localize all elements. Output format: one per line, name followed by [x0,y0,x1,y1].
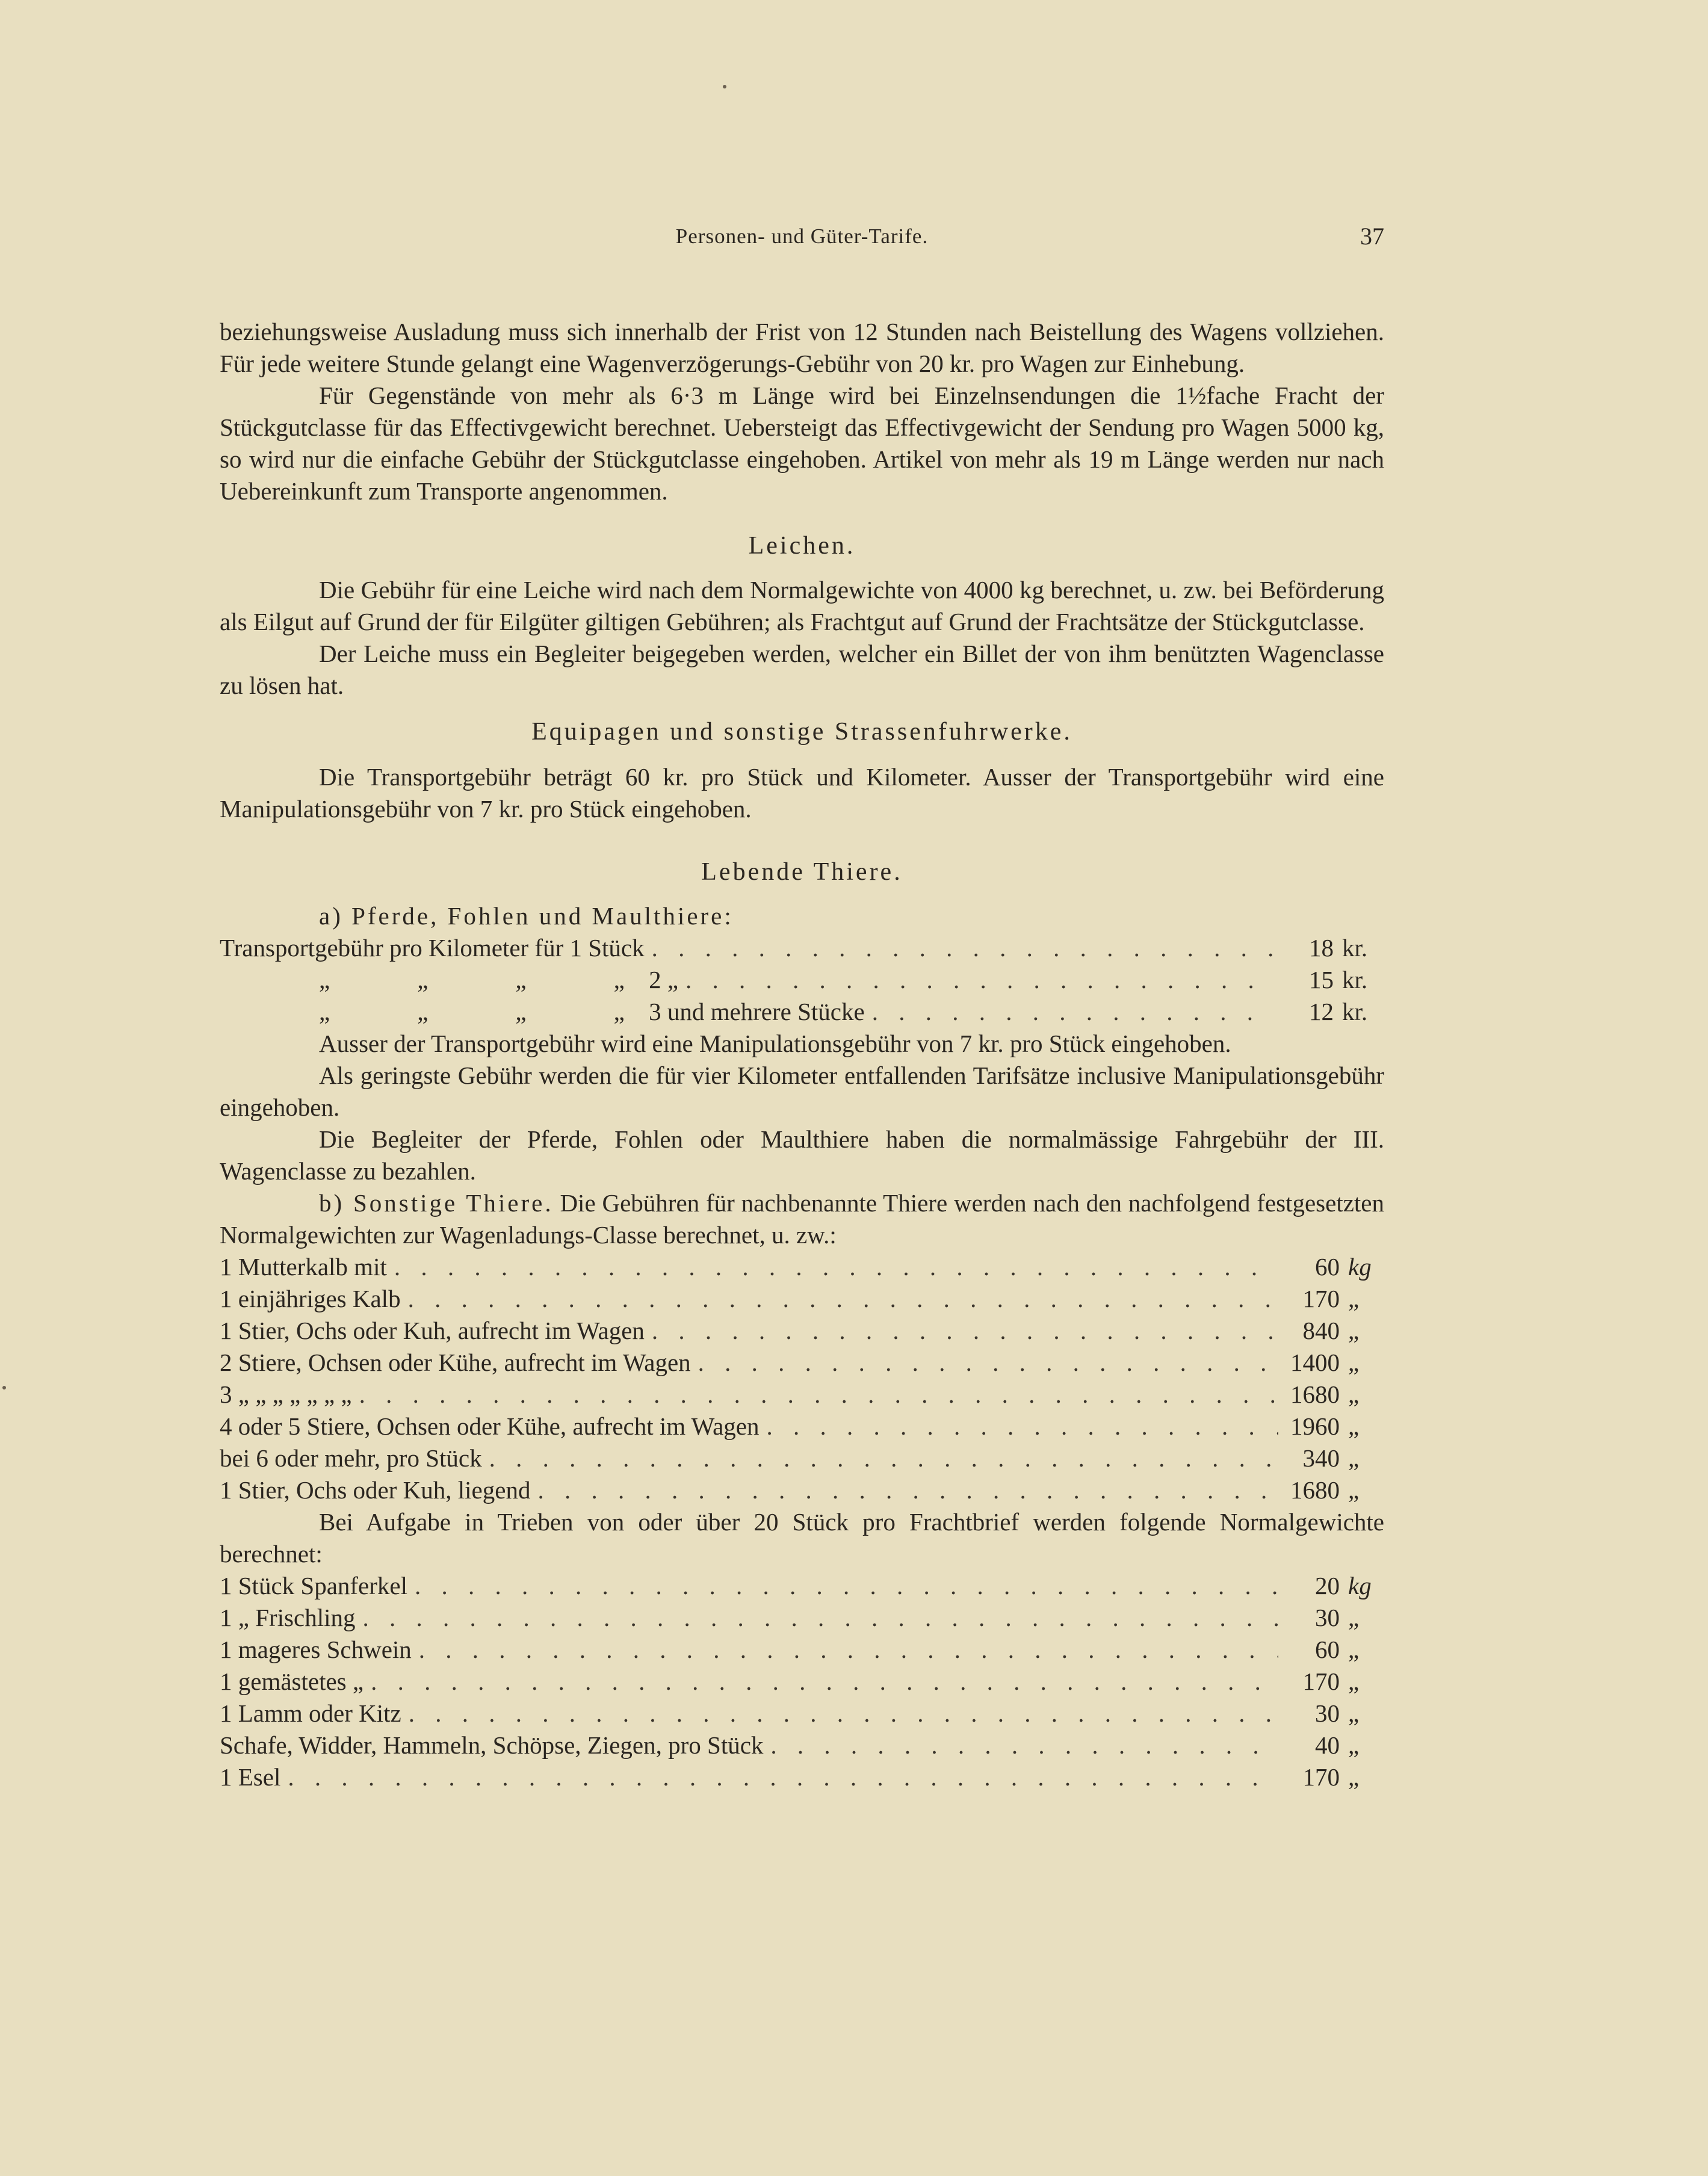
fee-row [220,932,1384,964]
weight-unit: „ [1348,1317,1360,1344]
weight-label: Schafe, Widder, Hammeln, Schöpse, Ziegen, pro Stück [220,1731,764,1759]
fee-unit: kr. [1342,934,1368,962]
weight-unit: „ [1348,1285,1360,1312]
weight-value: 40 [1315,1731,1340,1759]
weight-label: 1 gemästetes „ [220,1668,364,1695]
page-number: 37 [1360,223,1384,250]
weight-value: 340 [1302,1444,1340,1472]
ditto-mark: „ [417,998,429,1025]
weight-unit: „ [1348,1604,1360,1631]
leader-dots [362,1602,1278,1634]
fee-label: 2 „ [649,966,679,994]
section-heading-leichen: Leichen. [748,532,856,560]
leader-dots [408,1283,1278,1315]
paper-speck [723,85,726,88]
weight-unit: „ [1348,1444,1360,1472]
fee-unit: kr. [1342,998,1368,1025]
weight-value: 1960 [1290,1412,1340,1440]
paragraph-begleiter: Die Begleiter der Pferde, Fohlen oder Maulthiere haben die normalmässige Fahrgebühr der III. Wagenclasse zu bezahlen. [220,1125,1384,1185]
section-heading-lebende-thiere: Lebende Thiere. [701,858,903,886]
paragraph-manipulationsgebuehr: Ausser der Transportgebühr wird eine Manipulationsgebühr von 7 kr. pro Stück eingehoben. [319,1030,1231,1057]
weight-label: 1 Esel [220,1763,281,1791]
weight-value: 170 [1302,1285,1340,1312]
paragraph-gegenstaende: Für Gegenstände von mehr als 6·3 m Länge wird bei Einzelnsendungen die 1½fache Fracht der Stückgutclasse für das Effectivgewicht berechnet. Uebersteigt das Effectivgewicht der Sendung pro Wagen 5000 kg, so wird nur die einfache Gebühr der Stückgutclasse eingehoben. Artikel von mehr als 19 m Länge werden nur nach Uebereinkunft zum Transporte angenommen. [220,382,1384,505]
weight-value: 840 [1302,1317,1340,1344]
ditto-marks [220,964,678,996]
body-text [220,316,1384,1793]
ditto-mark: „ [515,998,527,1025]
leader-dots [685,964,1272,996]
weight-row [220,1411,1384,1442]
subheading-sonstige-thiere: b) Sonstige Thiere. [319,1189,554,1217]
weight-value: 1400 [1290,1349,1340,1376]
leader-dots [288,1761,1278,1793]
fee-value: 15 [1309,966,1334,994]
ditto-marks [220,996,865,1028]
weight-label: 1 einjähriges Kalb [220,1285,401,1312]
leader-dots [770,1729,1278,1761]
weight-value: 170 [1302,1763,1340,1791]
fee-label: Transportgebühr pro Kilometer für 1 Stück [220,934,645,962]
weight-row [220,1442,1384,1474]
weight-value: 30 [1315,1699,1340,1727]
weight-unit: „ [1348,1349,1360,1376]
leader-dots [698,1347,1278,1379]
ditto-mark: „ [319,998,330,1025]
weight-unit: „ [1348,1668,1360,1695]
leader-dots [537,1474,1278,1506]
leader-dots [652,1315,1278,1347]
weight-unit: „ [1348,1412,1360,1440]
leader-dots [652,932,1272,964]
weight-label: 1 Stier, Ochs oder Kuh, aufrecht im Wagen [220,1317,645,1344]
weight-value: 1680 [1290,1380,1340,1408]
ditto-mark: „ [417,966,429,994]
header-title: Personen- und Güter-Tarife. [675,224,929,248]
ditto-mark: „ [613,966,625,994]
weight-row [220,1379,1384,1411]
ditto-mark: „ [319,966,330,994]
leader-dots [359,1379,1278,1411]
weight-unit: kg [1348,1253,1372,1281]
weight-unit: „ [1348,1731,1360,1759]
weight-row [220,1602,1384,1634]
ditto-mark: „ [515,966,527,994]
weight-value: 170 [1302,1668,1340,1695]
leader-dots [872,996,1272,1028]
leader-dots [489,1442,1278,1474]
weight-unit: „ [1348,1636,1360,1663]
leader-dots [371,1666,1278,1698]
weight-label: 1 Mutterkalb mit [220,1253,387,1281]
fee-row [220,964,1384,996]
weight-row [220,1474,1384,1506]
weight-value: 30 [1315,1604,1340,1631]
paper-speck [2,1386,6,1389]
fee-value: 12 [1309,998,1334,1025]
paragraph-triebe: Bei Aufgabe in Trieben von oder über 20 Stück pro Frachtbrief werden folgende Normalgewichte berechnet: [220,1508,1384,1568]
subheading-pferde: a) Pferde, Fohlen und Maulthiere: [319,902,734,930]
leader-dots [394,1251,1278,1283]
weight-row [220,1570,1384,1602]
weight-label: 1 „ Frischling [220,1604,356,1631]
leader-dots [419,1634,1278,1666]
weight-label: 1 Stück Spanferkel [220,1572,407,1600]
weight-label: 1 Lamm oder Kitz [220,1699,401,1727]
leader-dots [415,1570,1278,1602]
leader-dots [409,1698,1278,1729]
paragraph-equipagen: Die Transportgebühr beträgt 60 kr. pro Stück und Kilometer. Ausser der Transportgebühr wird eine Manipulationsgebühr von 7 kr. pro Stück eingehoben. [220,763,1384,823]
weight-label: 2 Stiere, Ochsen oder Kühe, aufrecht im Wagen [220,1349,691,1376]
paragraph-geringste-gebuehr: Als geringste Gebühr werden die für vier Kilometer entfallenden Tarifsätze inclusive Manipulationsgebühr eingehoben. [220,1062,1384,1121]
leader-dots [767,1411,1279,1442]
paragraph-leichen-begleiter: Der Leiche muss ein Begleiter beigegeben werden, welcher ein Billet der von ihm benützten Wagenclasse zu lösen hat. [220,640,1384,699]
weight-label: 4 oder 5 Stiere, Ochsen oder Kühe, aufrecht im Wagen [220,1412,760,1440]
weight-list-small-animals [220,1570,1384,1793]
weight-row [220,1315,1384,1347]
weight-row [220,1698,1384,1729]
sonstige-thiere-text: Die Gebühren für nachbenannte Thiere werden nach den nachfolgend festgesetzten Normalgewichten zur Wagenladungs-Classe berechnet, u. zw.: [220,1189,1385,1249]
weight-unit: „ [1348,1380,1360,1408]
ditto-mark: „ [613,998,625,1025]
paragraph-leichen-gebuehr: Die Gebühr für eine Leiche wird nach dem Normalgewichte von 4000 kg berechnet, u. zw. bei Beförderung als Eilgut auf Grund der für Eilgüter giltigen Gebühren; als Frachtgut auf Grund der Frachtsätze der Stückgutclasse. [220,576,1384,635]
weight-row [220,1666,1384,1698]
weight-label: 1 mageres Schwein [220,1636,412,1663]
weight-value: 20 [1315,1572,1340,1600]
weight-row [220,1729,1384,1761]
weight-label: 1 Stier, Ochs oder Kuh, liegend [220,1476,531,1504]
paragraph-sonstige-thiere [220,1187,1384,1251]
weight-label: 3 „ „ „ „ „ „ „ [220,1380,352,1408]
fee-value: 18 [1309,934,1334,962]
weight-row [220,1283,1384,1315]
weight-row [220,1251,1384,1283]
weight-value: 60 [1315,1253,1340,1281]
fee-unit: kr. [1342,966,1368,994]
weight-unit: „ [1348,1476,1360,1504]
fee-label: 3 und mehrere Stücke [649,998,865,1025]
weight-list-cattle [220,1251,1384,1506]
weight-value: 60 [1315,1636,1340,1663]
weight-unit: „ [1348,1763,1360,1791]
weight-row [220,1634,1384,1666]
weight-value: 1680 [1290,1476,1340,1504]
fee-row [220,996,1384,1028]
weight-row [220,1761,1384,1793]
running-header [220,220,1384,256]
weight-row [220,1347,1384,1379]
paragraph-ausladung: beziehungsweise Ausladung muss sich innerhalb der Frist von 12 Stunden nach Beistellung des Wagens vollziehen. Für jede weitere Stunde gelangt eine Wagenverzögerungs-Gebühr von 20 kr. pro Wagen zur Einhebung. [220,318,1384,377]
weight-label: bei 6 oder mehr, pro Stück [220,1444,482,1472]
weight-unit: kg [1348,1572,1372,1600]
weight-unit: „ [1348,1699,1360,1727]
section-heading-equipagen: Equipagen und sonstige Strassenfuhrwerke. [531,718,1072,746]
transport-fee-list [220,932,1384,1028]
